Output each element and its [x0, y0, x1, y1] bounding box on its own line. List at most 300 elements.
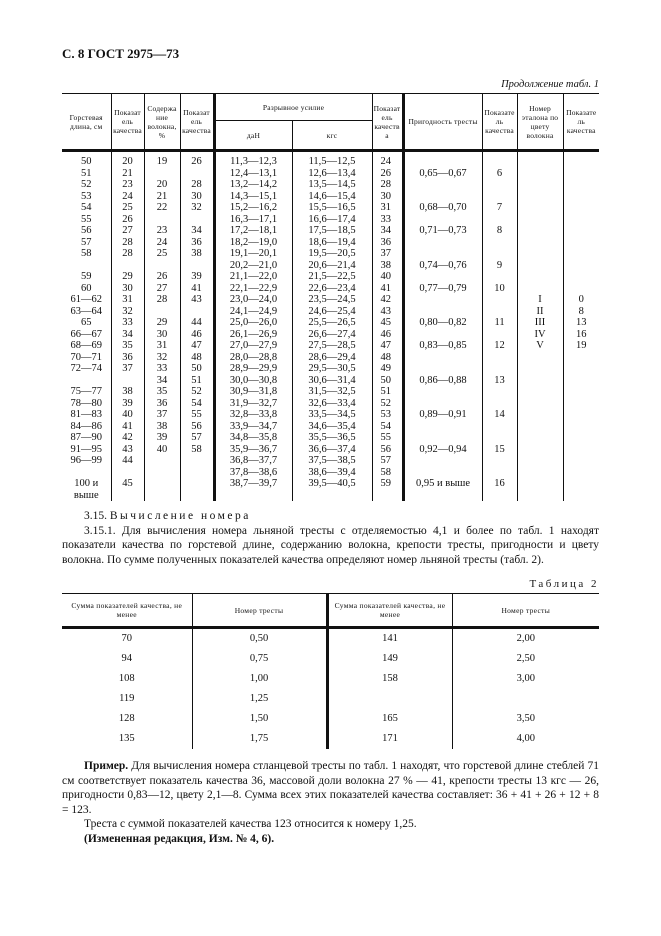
table-cell: 14: [482, 409, 517, 421]
table-cell: 42: [372, 294, 403, 306]
table-cell: [517, 386, 563, 398]
table-cell: [144, 455, 180, 467]
table-row: [62, 191, 599, 203]
table-cell: [482, 363, 517, 375]
table-cell: 23,0—24,0: [214, 294, 292, 306]
table-cell: [563, 421, 599, 433]
col-suitability: Пригодность тресты: [403, 94, 482, 151]
table-row: [62, 421, 599, 433]
table-cell: 8: [482, 225, 517, 237]
section-title: Вычисление номера: [109, 510, 251, 522]
table-cell: 56: [372, 444, 403, 456]
table-cell: 50: [62, 151, 111, 168]
col-kgf: кгс: [292, 121, 372, 151]
table-cell: 21,1—22,0: [214, 271, 292, 283]
section-heading: [62, 509, 599, 524]
table-cell: 13: [563, 317, 599, 329]
table-cell: 158: [327, 669, 452, 689]
table-cell: [517, 202, 563, 214]
table-cell: 84—86: [62, 421, 111, 433]
table-row: [62, 398, 599, 410]
table-cell: 48: [372, 352, 403, 364]
table-cell: 171: [327, 729, 452, 749]
table-cell: 18,2—19,0: [214, 237, 292, 249]
table-cell: 68—69: [62, 340, 111, 352]
table-cell: 53: [372, 409, 403, 421]
table-cell: [403, 363, 482, 375]
table-cell: [563, 467, 599, 479]
table-cell: 36,8—37,7: [214, 455, 292, 467]
table-cell: [563, 151, 599, 168]
table-cell: [144, 214, 180, 226]
table-cell: 9: [482, 260, 517, 272]
table-cell: [452, 689, 599, 709]
table-cell: [517, 375, 563, 387]
table-cell: [403, 329, 482, 341]
table-cell: [214, 490, 292, 502]
table-row: [62, 628, 599, 650]
table-cell: 0,75: [192, 649, 327, 669]
table-cell: 38: [111, 386, 144, 398]
table-cell: [517, 444, 563, 456]
table-cell: 0,74—0,76: [403, 260, 482, 272]
table-cell: 13,2—14,2: [214, 179, 292, 191]
example-result: Треста с суммой показателей качества 123 относится к номеру 1,25.: [84, 818, 417, 830]
table-cell: 8: [563, 306, 599, 318]
table-cell: [563, 237, 599, 249]
table-row: [62, 689, 599, 709]
table-cell: [403, 386, 482, 398]
table-cell: [517, 191, 563, 203]
table-cell: [563, 455, 599, 467]
table-cell: 51: [180, 375, 214, 387]
table-row: [62, 340, 599, 352]
table-cell: [482, 329, 517, 341]
table-cell: 32: [180, 202, 214, 214]
table-cell: [403, 421, 482, 433]
table-row: [62, 237, 599, 249]
table-cell: 43: [372, 306, 403, 318]
table-cell: 31: [144, 340, 180, 352]
table-cell: 24: [372, 151, 403, 168]
table-cell: 6: [482, 168, 517, 180]
table-cell: [403, 179, 482, 191]
table-cell: 27,5—28,5: [292, 340, 372, 352]
table-cell: [482, 490, 517, 502]
table-cell: 38,6—39,4: [292, 467, 372, 479]
table-cell: 65: [62, 317, 111, 329]
table-cell: 12,6—13,4: [292, 168, 372, 180]
table-cell: 81—83: [62, 409, 111, 421]
table-cell: 53: [62, 191, 111, 203]
table-cell: 58: [180, 444, 214, 456]
table-cell: 37: [144, 409, 180, 421]
table-cell: [144, 467, 180, 479]
table-row: [62, 709, 599, 729]
table-cell: 47: [372, 340, 403, 352]
table-cell: 33,9—34,7: [214, 421, 292, 433]
table-cell: [482, 214, 517, 226]
table-cell: 7: [482, 202, 517, 214]
table-cell: 108: [62, 669, 192, 689]
table-cell: 96—99: [62, 455, 111, 467]
table-cell: 55: [62, 214, 111, 226]
table-cell: 78—80: [62, 398, 111, 410]
table-cell: 13,5—14,5: [292, 179, 372, 191]
table-cell: 33: [372, 214, 403, 226]
table-cell: [563, 444, 599, 456]
table-cell: [517, 363, 563, 375]
table-cell: 36: [372, 237, 403, 249]
table-cell: [403, 467, 482, 479]
revision-note: (Измененная редакция, Изм. № 4, 6).: [84, 832, 275, 845]
table-cell: 35: [144, 386, 180, 398]
table-cell: 33,5—34,5: [292, 409, 372, 421]
table-cell: 30,6—31,4: [292, 375, 372, 387]
table-cell: [403, 248, 482, 260]
table-cell: 51: [372, 386, 403, 398]
table-cell: 21: [111, 168, 144, 180]
table-cell: 54: [372, 421, 403, 433]
col-quality-5: Показатель качества: [563, 94, 599, 151]
table-cell: 26: [111, 214, 144, 226]
table-cell: 72—74: [62, 363, 111, 375]
table-cell: [482, 151, 517, 168]
table-cell: 41: [372, 283, 403, 295]
table-cell: 165: [327, 709, 452, 729]
table-cell: 32,8—33,8: [214, 409, 292, 421]
table-cell: [563, 214, 599, 226]
table-cell: 27: [111, 225, 144, 237]
table-cell: 15,5—16,5: [292, 202, 372, 214]
table-cell: 16: [482, 478, 517, 490]
table-cell: [563, 409, 599, 421]
table-cell: 0,65—0,67: [403, 168, 482, 180]
table-row: [62, 478, 599, 490]
table-cell: [180, 467, 214, 479]
table-row: [62, 386, 599, 398]
table-row: [62, 444, 599, 456]
table-cell: 141: [327, 628, 452, 650]
table-cell: 39: [144, 432, 180, 444]
table-cell: 30: [372, 191, 403, 203]
table-2: [62, 593, 599, 749]
table-cell: 10: [482, 283, 517, 295]
table-cell: 47: [180, 340, 214, 352]
table-cell: [563, 386, 599, 398]
table-cell: 25: [111, 202, 144, 214]
example-label: Пример.: [84, 760, 129, 772]
table-cell: 28,0—28,8: [214, 352, 292, 364]
table-cell: 28,6—29,4: [292, 352, 372, 364]
table-cell: 11,5—12,5: [292, 151, 372, 168]
page-header: С. 8 ГОСТ 2975—73: [62, 46, 180, 61]
table-cell: 39: [111, 398, 144, 410]
table-row: [62, 467, 599, 479]
table-cell: 25: [144, 248, 180, 260]
table-cell: 23: [144, 225, 180, 237]
section-paragraph: 3.15.1. Для вычисления номера льняной тресты с отделяемостью 4,1 и более по табл. 1 находят показатели качества по горстевой длине, содержанию волокна, крепости тресты, пригодности и цвету волокна. По сумме полученных показателей качества определяют номер льняной тресты (табл. 2).: [62, 524, 599, 566]
table-cell: 35,5—36,5: [292, 432, 372, 444]
table-cell: 135: [62, 729, 192, 749]
table-cell: 36,6—37,4: [292, 444, 372, 456]
col-color: Номер эталона по цвету волокна: [517, 94, 563, 151]
table-cell: 75—77: [62, 386, 111, 398]
table-cell: [482, 179, 517, 191]
table-cell: [111, 490, 144, 502]
table-cell: 24,1—24,9: [214, 306, 292, 318]
table-cell: 17,2—18,1: [214, 225, 292, 237]
table-cell: 25,5—26,5: [292, 317, 372, 329]
table-cell: 63—64: [62, 306, 111, 318]
table-cell: [517, 214, 563, 226]
table-cell: 51: [62, 168, 111, 180]
table-cell: V: [517, 340, 563, 352]
table-1: [62, 93, 599, 501]
table-2-caption: Таблица 2: [529, 578, 599, 590]
table-cell: 42: [111, 432, 144, 444]
table-cell: [517, 398, 563, 410]
col-force: Разрывное усилие: [214, 94, 372, 121]
table-row: [62, 260, 599, 272]
table-continuation-label: Продолжение табл. 1: [501, 79, 599, 90]
table-cell: 41: [111, 421, 144, 433]
table-cell: 27: [144, 283, 180, 295]
table-cell: [563, 191, 599, 203]
table-cell: 1,00: [192, 669, 327, 689]
table-cell: [111, 260, 144, 272]
table-cell: 39: [180, 271, 214, 283]
table-cell: [482, 237, 517, 249]
table-row: [62, 151, 599, 168]
col-number-1: Номер тресты: [192, 594, 327, 628]
table-cell: 0: [563, 294, 599, 306]
table-cell: 12: [482, 340, 517, 352]
col-quality-2: Показатель качества: [180, 94, 214, 151]
table-cell: 3,50: [452, 709, 599, 729]
table-cell: 48: [180, 352, 214, 364]
table-cell: 15,2—16,2: [214, 202, 292, 214]
table-cell: 28: [111, 248, 144, 260]
table-cell: 32: [144, 352, 180, 364]
table-cell: 39,5—40,5: [292, 478, 372, 490]
table-cell: 34: [372, 225, 403, 237]
example-text: Для вычисления номера стланцевой тресты по табл. 1 находят, что горстевой длине стеблей 71 см соответствует показатель качества 36, массовой доли волокна 27 % — 41, крепости тресты 13 кгс — 26, пригодности 0,83—12, цвету 2,1—8. Сумма всех этих показателей качества составляет: 36 + 41 + 26 + 12 + 8 = 123.: [62, 760, 599, 816]
table-cell: 49: [372, 363, 403, 375]
table-cell: 66—67: [62, 329, 111, 341]
table-cell: 2,50: [452, 649, 599, 669]
table-cell: 55: [372, 432, 403, 444]
table-cell: [180, 214, 214, 226]
table-cell: [563, 179, 599, 191]
table-cell: 87—90: [62, 432, 111, 444]
table-cell: 19: [144, 151, 180, 168]
table-cell: 19,5—20,5: [292, 248, 372, 260]
table-cell: [62, 260, 111, 272]
table-cell: [517, 432, 563, 444]
table-row: [62, 179, 599, 191]
table-cell: 33: [111, 317, 144, 329]
table-cell: [563, 248, 599, 260]
table-cell: 24,6—25,4: [292, 306, 372, 318]
table-cell: 40: [144, 444, 180, 456]
table-cell: 28,9—29,9: [214, 363, 292, 375]
table-cell: 23,5—24,5: [292, 294, 372, 306]
table-cell: [517, 455, 563, 467]
table-cell: [517, 168, 563, 180]
table-cell: [403, 490, 482, 502]
table-cell: [563, 375, 599, 387]
table-cell: 37,5—38,5: [292, 455, 372, 467]
table-cell: 45: [111, 478, 144, 490]
table-cell: [517, 490, 563, 502]
table-cell: [403, 352, 482, 364]
table-cell: 24: [111, 191, 144, 203]
table-cell: 28: [144, 294, 180, 306]
table-cell: 27,0—27,9: [214, 340, 292, 352]
table-cell: 28: [180, 179, 214, 191]
table-cell: [180, 455, 214, 467]
table-row: [62, 283, 599, 295]
table-cell: 22: [144, 202, 180, 214]
table-cell: 18,6—19,4: [292, 237, 372, 249]
table-cell: 45: [372, 317, 403, 329]
table-cell: 16: [563, 329, 599, 341]
table-cell: [180, 478, 214, 490]
table-cell: IV: [517, 329, 563, 341]
table-row: [62, 214, 599, 226]
table-cell: [403, 294, 482, 306]
table-cell: [517, 409, 563, 421]
table-cell: 40: [111, 409, 144, 421]
table-cell: [403, 398, 482, 410]
table-cell: 38: [180, 248, 214, 260]
table-cell: [403, 191, 482, 203]
table-cell: [111, 467, 144, 479]
table-cell: 12,4—13,1: [214, 168, 292, 180]
table-cell: 22,6—23,4: [292, 283, 372, 295]
table-cell: 56: [180, 421, 214, 433]
col-quality-4: Показатель качества: [482, 94, 517, 151]
table-cell: I: [517, 294, 563, 306]
table-cell: 13: [482, 375, 517, 387]
table-cell: 11: [482, 317, 517, 329]
table-cell: [62, 467, 111, 479]
table-cell: [144, 490, 180, 502]
table-cell: 60: [62, 283, 111, 295]
table-cell: II: [517, 306, 563, 318]
table-cell: 70—71: [62, 352, 111, 364]
table-cell: 32,6—33,4: [292, 398, 372, 410]
table-cell: [563, 490, 599, 502]
table-cell: [517, 179, 563, 191]
table-cell: 59: [372, 478, 403, 490]
table-cell: [180, 260, 214, 272]
table-cell: [180, 306, 214, 318]
table-cell: 56: [62, 225, 111, 237]
table-cell: [482, 467, 517, 479]
table-cell: 20: [111, 151, 144, 168]
table-cell: 17,5—18,5: [292, 225, 372, 237]
table-cell: 57: [62, 237, 111, 249]
table-cell: [144, 478, 180, 490]
table-cell: 52: [180, 386, 214, 398]
table-cell: 57: [180, 432, 214, 444]
table-cell: 38: [144, 421, 180, 433]
table-cell: 20,6—21,4: [292, 260, 372, 272]
table-cell: 32: [111, 306, 144, 318]
table-cell: 1,75: [192, 729, 327, 749]
table-cell: 46: [372, 329, 403, 341]
table-cell: 0,77—0,79: [403, 283, 482, 295]
table-cell: 36: [180, 237, 214, 249]
table-cell: [517, 478, 563, 490]
table-cell: [517, 248, 563, 260]
table-cell: [482, 398, 517, 410]
table-cell: 30: [180, 191, 214, 203]
table-cell: [517, 237, 563, 249]
table-cell: [563, 168, 599, 180]
table-cell: 37: [111, 363, 144, 375]
table-cell: 31,9—32,7: [214, 398, 292, 410]
table-cell: 1,50: [192, 709, 327, 729]
table-cell: [517, 151, 563, 168]
table-cell: 0,50: [192, 628, 327, 650]
col-fiber: Содержание волокна, %: [144, 94, 180, 151]
table-cell: 30: [111, 283, 144, 295]
table-cell: 24: [144, 237, 180, 249]
table-cell: 0,95 и выше: [403, 478, 482, 490]
table-row: [62, 225, 599, 237]
table-cell: [292, 490, 372, 502]
table-cell: [403, 237, 482, 249]
table-cell: 38: [372, 260, 403, 272]
table-cell: 0,68—0,70: [403, 202, 482, 214]
table-cell: [403, 214, 482, 226]
table-cell: [403, 151, 482, 168]
table-cell: 34: [111, 329, 144, 341]
table-cell: [482, 294, 517, 306]
table-row: [62, 649, 599, 669]
table-cell: [563, 432, 599, 444]
table-cell: [403, 455, 482, 467]
table-row: [62, 317, 599, 329]
table-cell: 34,8—35,8: [214, 432, 292, 444]
table-cell: 52: [372, 398, 403, 410]
table-cell: 44: [180, 317, 214, 329]
table-cell: [144, 260, 180, 272]
table-cell: 11,3—12,3: [214, 151, 292, 168]
table-cell: [563, 283, 599, 295]
table-cell: 0,80—0,82: [403, 317, 482, 329]
table-cell: 61—62: [62, 294, 111, 306]
table-cell: 30,9—31,8: [214, 386, 292, 398]
table-cell: 0,92—0,94: [403, 444, 482, 456]
table-cell: [563, 398, 599, 410]
table-row: [62, 455, 599, 467]
table-cell: [482, 352, 517, 364]
table-cell: 20: [144, 179, 180, 191]
table-cell: [180, 490, 214, 502]
table-cell: [111, 375, 144, 387]
table-cell: [563, 202, 599, 214]
section-number: 3.15.: [84, 510, 107, 522]
table-cell: 44: [111, 455, 144, 467]
table-cell: [563, 260, 599, 272]
table-cell: 58: [62, 248, 111, 260]
table-cell: III: [517, 317, 563, 329]
table-cell: [563, 271, 599, 283]
